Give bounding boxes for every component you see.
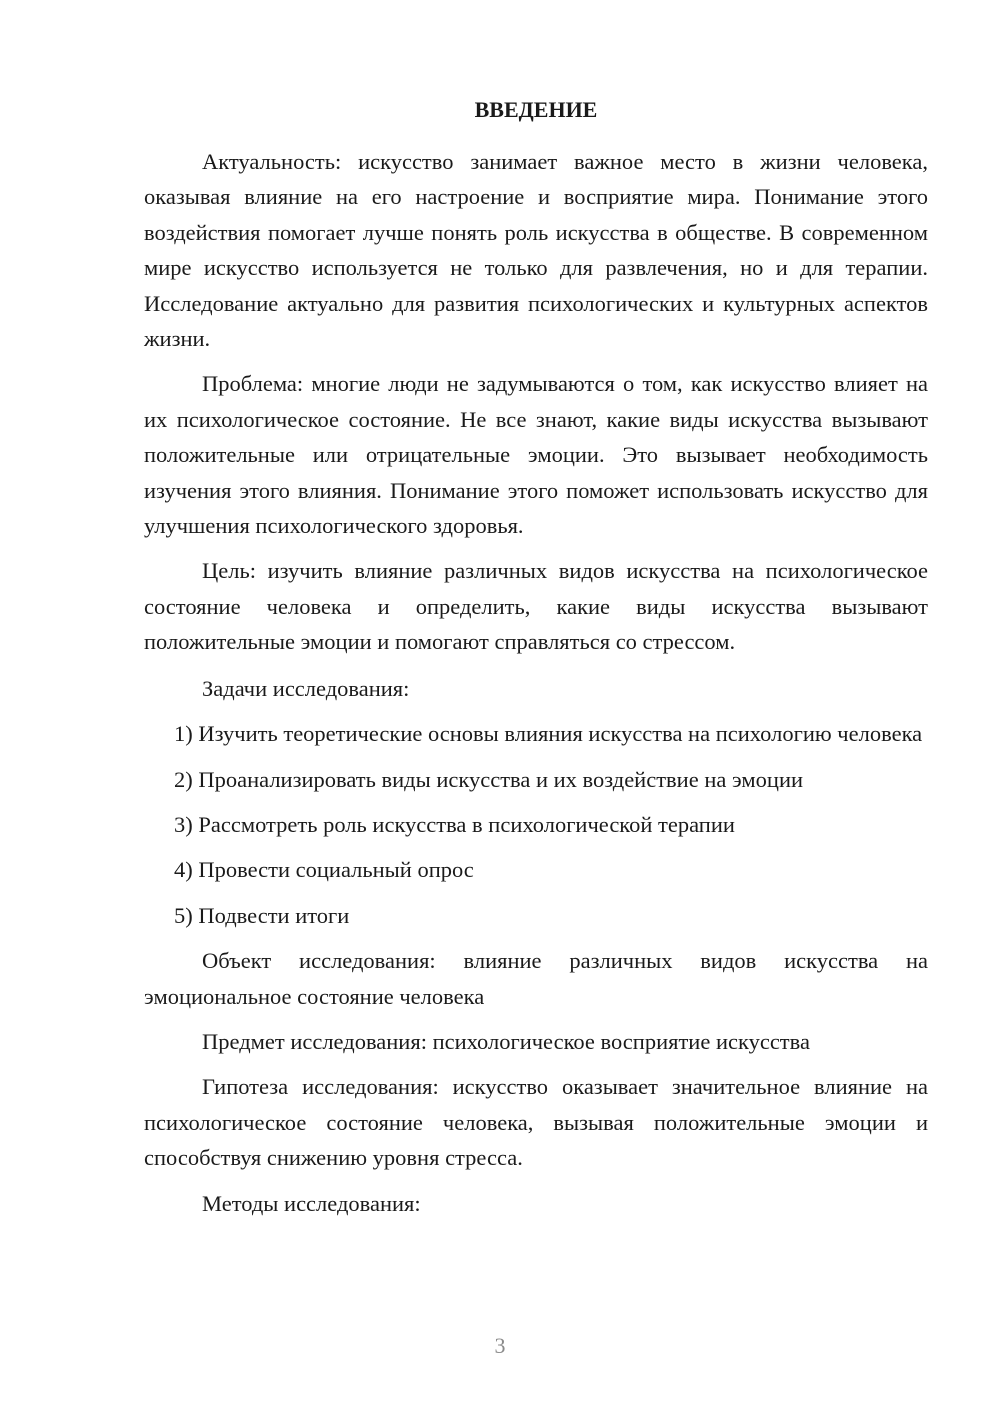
page-number: 3 [494,1333,506,1358]
document-page [144,92,928,1231]
paragraph-relevance: Актуальность: искусство занимает важное место в жизни человека, оказывая влияние на его настроение и восприятие мира. Понимание этого воздействия помогает лучше понять роль искусства в обществе. В современном мире искусство используется не только для развлечения, но и для терапии. Исследование актуально для развития психологических и культурных аспектов жизни. [144,149,928,352]
paragraph-hypothesis: Гипотеза исследования: искусство оказывает значительное влияние на психологическое состояние человека, вызывая положительные эмоции и способствуя снижению уровня стресса. [144,1074,928,1171]
paragraph-problem: Проблема: многие люди не задумываются о том, как искусство влияет на их психологическое состояние. Не все знают, какие виды искусства вызывают положительные или отрицательные эмоции. Это вызывает необходимость изучения этого влияния. Понимание этого поможет использовать искусство для улучшения психологического здоровья. [144,371,928,539]
task-item-5: 5) Подвести итоги [174,902,350,928]
task-item-4: 4) Провести социальный опрос [174,857,474,883]
task-item-1: 1) Изучить теоретические основы влияния искусства на психологию человека [174,721,923,747]
paragraph-subject: Предмет исследования: психологическое восприятие искусства [202,1028,810,1054]
task-item-3: 3) Рассмотреть роль искусства в психологической терапии [174,811,735,837]
paragraph-object: Объект исследования: влияние различных видов искусства на эмоциональное состояние человека [144,948,928,1009]
paragraph-goal: Цель: изучить влияние различных видов искусства на психологическое состояние человека и определить, какие виды искусства вызывают положительные эмоции и помогают справляться со стрессом. [144,558,928,655]
paragraph-methods-heading: Методы исследования: [202,1190,421,1216]
paragraph-tasks-heading: Задачи исследования: [202,675,410,701]
task-item-2: 2) Проанализировать виды искусства и их воздействие на эмоции [174,766,804,792]
section-title: ВВЕДЕНИЕ [474,97,598,122]
